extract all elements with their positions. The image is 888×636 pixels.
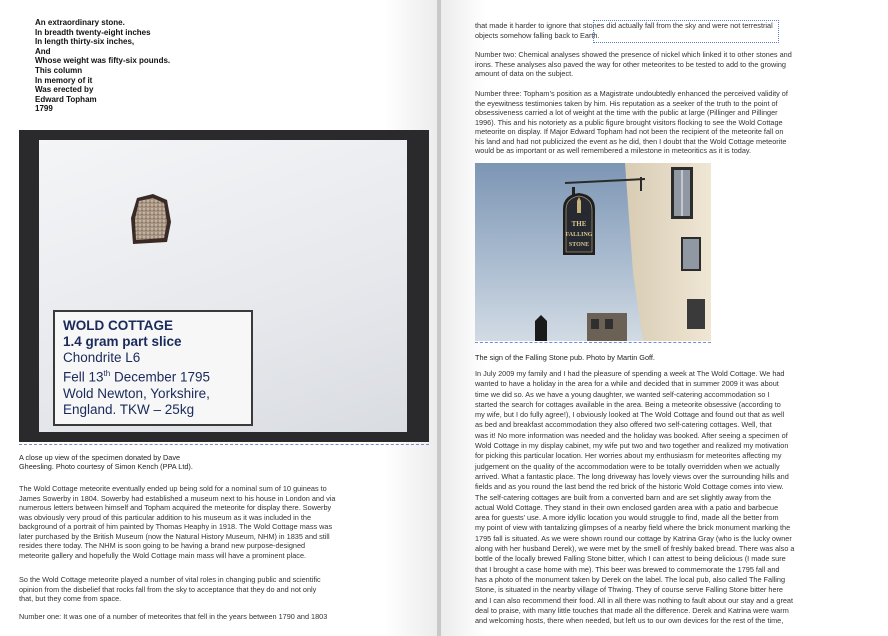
- pub-caption: The sign of the Falling Stone pub. Photo by Martin Goff.: [475, 353, 655, 362]
- text-line: actual Wold Cottage. They stand in their own enclosed garden area with a patio and barbecue: [475, 502, 779, 512]
- text-line: was it! No more information was needed and the holiday was booked. After seeing a specimen of: [475, 430, 788, 440]
- text-line: Number two: Chemical analyses showed the presence of nickel which linked it to other stones and: [475, 50, 792, 59]
- text-line: later purchased by the British Museum (now the Natural History Museum, NHM) in 1835 and still: [19, 531, 330, 541]
- text-line: along with her husband Derek), we were met by the smell of freshly baked bread. There was also a: [475, 544, 795, 554]
- text-line: opinion from the disbelief that rocks fall from the sky to acceptance that they do and not only: [19, 584, 317, 594]
- text-line: would be as important or as well remembered a milestone in meteoritics as it is today.: [475, 146, 752, 155]
- text-line: wanted to have a holiday in the area for a while and decided that in summer 2009 it was about: [475, 379, 779, 389]
- inscription-line: Edward Topham: [35, 94, 97, 104]
- paragraph: [19, 612, 327, 622]
- pub-sign-photo: [475, 163, 711, 341]
- text-line: objects somehow falling back to Earth.: [475, 30, 600, 40]
- caption-line: A close up view of the specimen donated by Dave: [19, 453, 181, 462]
- text-line: 1996). This and his notoriety as a public figure brought visitors flocking to see the Wold Cottage: [475, 117, 783, 127]
- date-text: Fell 13: [63, 369, 104, 385]
- sign-text-the: THE: [571, 220, 587, 228]
- text-line: numerous letters between himself and Topham acquired the meteorite for display there. Sowerby: [19, 503, 332, 512]
- date-text-rest: December 1795: [110, 369, 211, 385]
- text-line: fields and as you round the last bend the red brick of the historic Wold Cottage comes into view.: [475, 482, 784, 492]
- specimen-label-name: WOLD COTTAGE: [63, 318, 173, 333]
- text-line: The self-catering cottages are built from a converted barn and are set slightly away from the: [475, 492, 772, 502]
- specimen-card: [39, 140, 407, 432]
- paragraph: [475, 89, 788, 156]
- inscription-line: An extraordinary stone.: [35, 18, 125, 27]
- text-line: Number three: Topham’s position as a Magistrate undoubtedly enhanced the perceived validity of: [475, 89, 788, 98]
- text-line: that made it harder to ignore that stones did actually fall from the sky and were not terrestrial: [475, 21, 773, 30]
- text-line: started the search for cottages available in the area. Being a meteorite obsessive (according to: [475, 399, 781, 409]
- inscription-line: Was erected by: [35, 85, 94, 95]
- text-line: deal to praise, with many little touches that made all the difference. Derek and Katrina were warm: [475, 605, 789, 615]
- inscription-line: This column: [35, 65, 83, 75]
- text-line: for picking this particular location. Her worries about my enthusiasm for meteorites affecting my: [475, 451, 782, 461]
- text-line: was obviously very proud of this particular addition to his museum as it was included in the: [19, 512, 312, 522]
- specimen-label-location: Wold Newton, Yorkshire,: [63, 385, 210, 401]
- text-line: 1795 fall is situated. As we were shown round our cottage by Katrina Gray (who is the lucky owner: [475, 533, 792, 543]
- specimen-label: [53, 310, 253, 426]
- text-line: as bed and breakfast accommodation they also offered two self-catering cottages. Well, that: [475, 420, 772, 430]
- text-line: James Sowerby in 1804. Sowerby had established a museum next to his house in London and via: [19, 493, 336, 503]
- specimen-label-date: [55, 366, 251, 386]
- text-line: bottle of the locally brewed Falling Stone bitter, which I can attest to being delicious (I made sure: [475, 554, 786, 564]
- text-line: and I can also recommend their food. All in all there was nothing to fault about our stay and a great: [475, 595, 794, 605]
- text-line: So the Wold Cottage meteorite played a number of vital roles in changing public and scientific: [19, 575, 321, 584]
- text-line: irons. These analyses also paved the way for other meteorites to be tested to add to the growing: [475, 59, 786, 69]
- sign-text-stone: STONE: [568, 242, 590, 248]
- text-line: Stone, is situated in the nearby village of Thwing. They of course serve Falling Stone bitter here: [475, 585, 783, 595]
- inscription-line: In length thirty-six inches,: [35, 37, 135, 47]
- text-line: his land and had not publicized the event as he did, then I doubt that the Wold Cottage meteorite: [475, 136, 787, 146]
- meteorite-slice-image: [127, 192, 175, 246]
- specimen-label-country: England. TKW – 25kg: [63, 401, 195, 417]
- text-selection-box[interactable]: [593, 20, 779, 43]
- text-line: the eyewitness testimonies taken by him. His reputation as a seeker of the truth to the point of: [475, 98, 778, 108]
- text-line: meteorite on display. If Major Edward Topham had not been the recipient of the meteorite fall on: [475, 127, 784, 136]
- text-line: judgement on the quality of the accommodation were to be totally overridden when we actually: [475, 461, 780, 471]
- text-line: The Wold Cottage meteorite eventually ended up being sold for a nominal sum of 10 guineas to: [19, 484, 327, 493]
- specimen-caption: [19, 453, 193, 471]
- text-line: that I brought a case home with me). This beer was brewed to commemorate the 1795 fall and: [475, 564, 780, 574]
- text-line: background of a portrait of him painted by Thomas Heaphy in 1918. The Wold Cottage mass was: [19, 522, 333, 531]
- paragraph: [475, 50, 792, 79]
- caption-line: Gheesling. Photo courtesy of Simon Kench (PPA Ltd).: [19, 462, 193, 471]
- text-line: my wife, but I do fully agree!), I obviously looked at The Wold Cottage and found out that as well: [475, 410, 785, 420]
- text-line: arrived. What a fantastic place. The long driveway has lovely views over the surrounding hills and: [475, 471, 789, 481]
- specimen-label-type: Chondrite L6: [63, 350, 141, 365]
- text-line: time we did so. As we have a young daughter, we wanted self-catering accommodation so I: [475, 389, 770, 399]
- text-line: obsessiveness carried a lot of weight at the time with the public at large (Pillinger and Pillinger: [475, 108, 778, 117]
- holiday-story: [475, 369, 794, 626]
- inscription-line: 1799: [35, 104, 53, 114]
- date-suffix: th: [103, 369, 111, 378]
- paragraph: [19, 575, 321, 604]
- text-line: resides there today. The NHM is soon going to be having a brand new purpose-designed: [19, 541, 306, 550]
- text-line: has a photo of the monument taken by Derek on the label. The local pub, also called The Falling: [475, 574, 786, 584]
- pub-sign-image: [475, 163, 711, 341]
- text-line: and welcoming hosts, there when needed, but left us to our own devices for the rest of the time,: [475, 616, 784, 626]
- text-line: that, but they come from space.: [19, 594, 122, 603]
- text-line: my point of view with tantalizing glimpses of a nearby field where the brick monument marking the: [475, 523, 791, 533]
- specimen-label-mass: 1.4 gram part slice: [63, 334, 182, 349]
- inscription-line: And: [35, 46, 51, 56]
- selection-marker: [475, 342, 711, 343]
- sign-text-falling: FALLING: [565, 232, 593, 238]
- left-page: [0, 0, 437, 636]
- selection-marker: [19, 444, 429, 445]
- text-line: Number one: It was one of a number of meteorites that fell in the years between 1790 and 1803: [19, 612, 328, 621]
- inscription-line: Whose weight was fifty-six pounds.: [35, 56, 171, 66]
- specimen-photo: [19, 130, 429, 442]
- inscription-line: In breadth twenty-eight inches: [35, 27, 151, 37]
- text-line: Wold Cottage in my display cabinet, my wife put two and two together and realized my motivation: [475, 441, 789, 451]
- text-line: In July 2009 my family and I had the pleasure of spending a week at The Wold Cottage. We had: [475, 369, 785, 378]
- paragraph: [19, 484, 335, 560]
- text-line: area for guests’ use. A more idyllic location you would struggle to find, made all the better from: [475, 513, 779, 523]
- monument-inscription: [35, 18, 170, 114]
- inscription-line: In memory of it: [35, 75, 93, 85]
- text-line: amount of data on the subject.: [475, 69, 574, 78]
- text-line: meteorite gallery and hopefully the Wold Cottage main mass will have a prominent place.: [19, 550, 307, 560]
